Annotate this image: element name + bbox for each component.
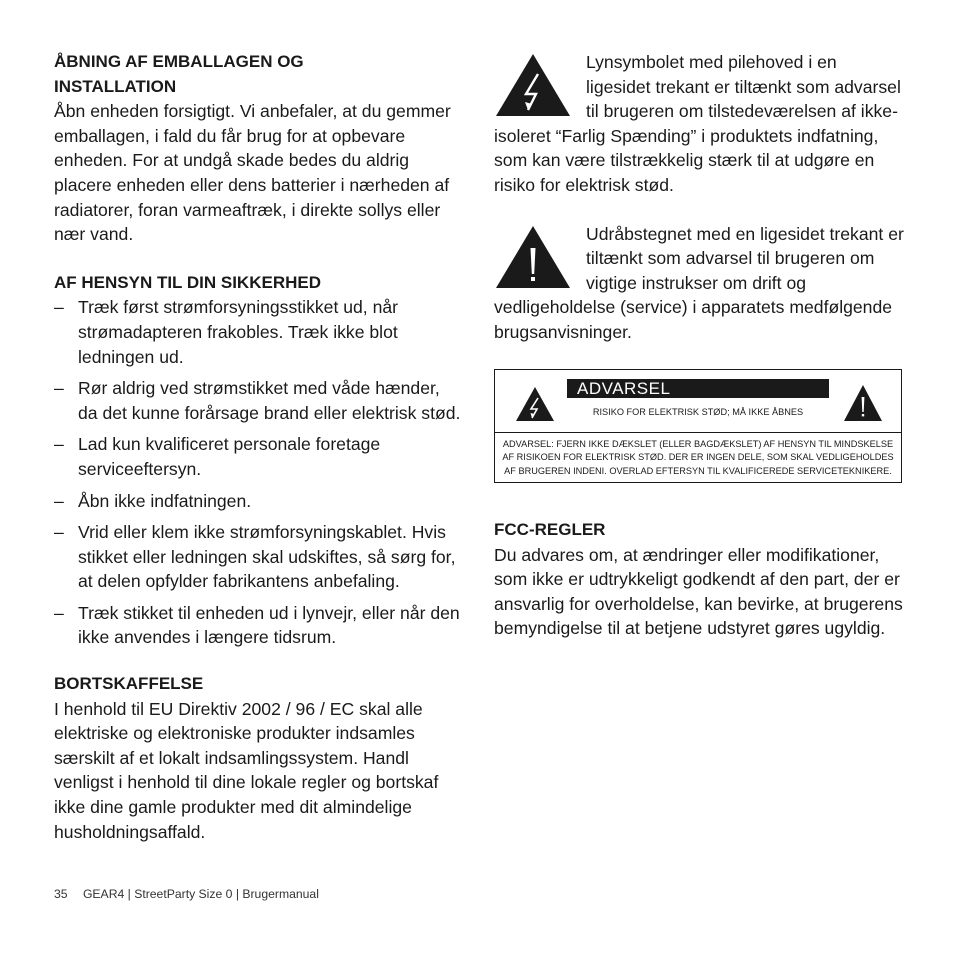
warning-label-body: ADVARSEL: FJERN IKKE DÆKSLET (ELLER BAGDÆKSLET) AF HENSYN TIL MINDSKELSE AF RISIKOEN FOR ELEKTRISK STØD. DER ER INGEN DELE, SOM SKAL VEDLIGEHOLDES AF BRUGEREN INDENI. OVERLAD EFTERSYN TIL KVALIFICEREDE SERVICETEKNIKERE. — [495, 432, 901, 483]
footer-text: GEAR4 | StreetParty Size 0 | Brugermanual — [82, 887, 319, 901]
unpacking-body: Åbn enheden forsigtigt. Vi anbefaler, at du gemmer emballagen, i fald du får brug for at opbevare enheden. For at undgå skade bedes du aldrig placere enheden eller dens batterier i nærheden af radiatorer, foran varmeaftræk, i direkte sollys eller nær vand. — [54, 101, 451, 245]
safety-list — [54, 295, 464, 650]
fcc-body: Du advares om, at ændringer eller modifikationer, som ikke er udtrykkeligt godkendt af den part, der er ansvarlig for overholdelse, kan bevirke, at brugerens bemyndigelse til at betjene udstyret gøres ugyldig. — [494, 544, 903, 639]
safety-item: – Vrid eller klem ikke strømforsyningskablet. Hvis stikket eller ledningen skal udskiftes, så sørg for, at delen opfylder fabrikantens anbefaling. — [54, 520, 464, 594]
heading-unpacking — [54, 50, 464, 99]
heading-unpacking-line1: ÅBNING AF EMBALLAGEN OG — [54, 52, 304, 71]
safety-item: – Åbn ikke indfatningen. — [54, 489, 464, 514]
warning-label-box — [494, 369, 902, 484]
exclamation-warning-triangle-icon — [494, 224, 572, 290]
exclamation-warning-block — [494, 222, 906, 345]
left-column — [54, 50, 464, 868]
lightning-warning-text: Lynsymbolet med pilehoved i en ligesidet trekant er tiltænkt som advarsel til brugeren om tilstedeværelsen af ikke-isoleret “Farlig Spænding” i produktets indfatning, som kan være tilstrækkelig stærk til at udgøre en risiko for elektrisk stød. — [494, 52, 901, 195]
safety-item: – Træk først strømforsyningsstikket ud, når strømadapteren frakobles. Træk ikke blot ledningen ud. — [54, 295, 464, 369]
section-disposal — [54, 672, 464, 844]
lightning-warning-triangle-icon — [515, 386, 555, 422]
heading-safety: AF HENSYN TIL DIN SIKKERHED — [54, 272, 321, 292]
section-fcc — [494, 518, 906, 641]
safety-item: – Træk stikket til enheden ud i lynvejr, eller når den ikke anvendes i længere tidsrum. — [54, 601, 464, 650]
heading-disposal: BORTSKAFFELSE — [54, 674, 204, 694]
page-footer — [54, 887, 319, 901]
disposal-body: I henhold til EU Direktiv 2002 / 96 / EC skal alle elektriske og elektroniske produkter indsamles særskilt af et lokalt indsamlingssystem. Handl venligst i henhold til dine lokale regler og bortskaf ikke dine gamle produkter med dit almindelige husholdningsaffald. — [54, 698, 439, 842]
safety-item: – Lad kun kvalificeret personale foretage serviceeftersyn. — [54, 432, 464, 481]
lightning-warning-triangle-icon — [494, 52, 572, 118]
section-safety — [54, 271, 464, 650]
exclamation-warning-text: Udråbstegnet med en ligesidet trekant er tiltænkt som advarsel til brugeren om vigtige instrukser om drift og vedligeholdelse (service) i apparatets medfølgende brugsanvisninger. — [494, 223, 904, 342]
lightning-warning-block — [494, 50, 906, 198]
warning-label-subtitle: RISIKO FOR ELEKTRISK STØD; MÅ IKKE ÅBNES — [592, 406, 804, 417]
warning-label-header — [495, 370, 901, 432]
heading-unpacking-line2: INSTALLATION — [54, 76, 177, 96]
section-unpacking — [54, 50, 464, 247]
exclamation-warning-triangle-icon — [843, 384, 883, 422]
safety-item: – Rør aldrig ved strømstikket med våde hænder, da det kunne forårsage brand eller elektrisk stød. — [54, 376, 464, 425]
right-column — [494, 50, 906, 665]
heading-fcc: FCC-REGLER — [494, 520, 606, 540]
warning-label-title: ADVARSEL — [567, 379, 829, 398]
page-number: 35 — [54, 887, 68, 901]
